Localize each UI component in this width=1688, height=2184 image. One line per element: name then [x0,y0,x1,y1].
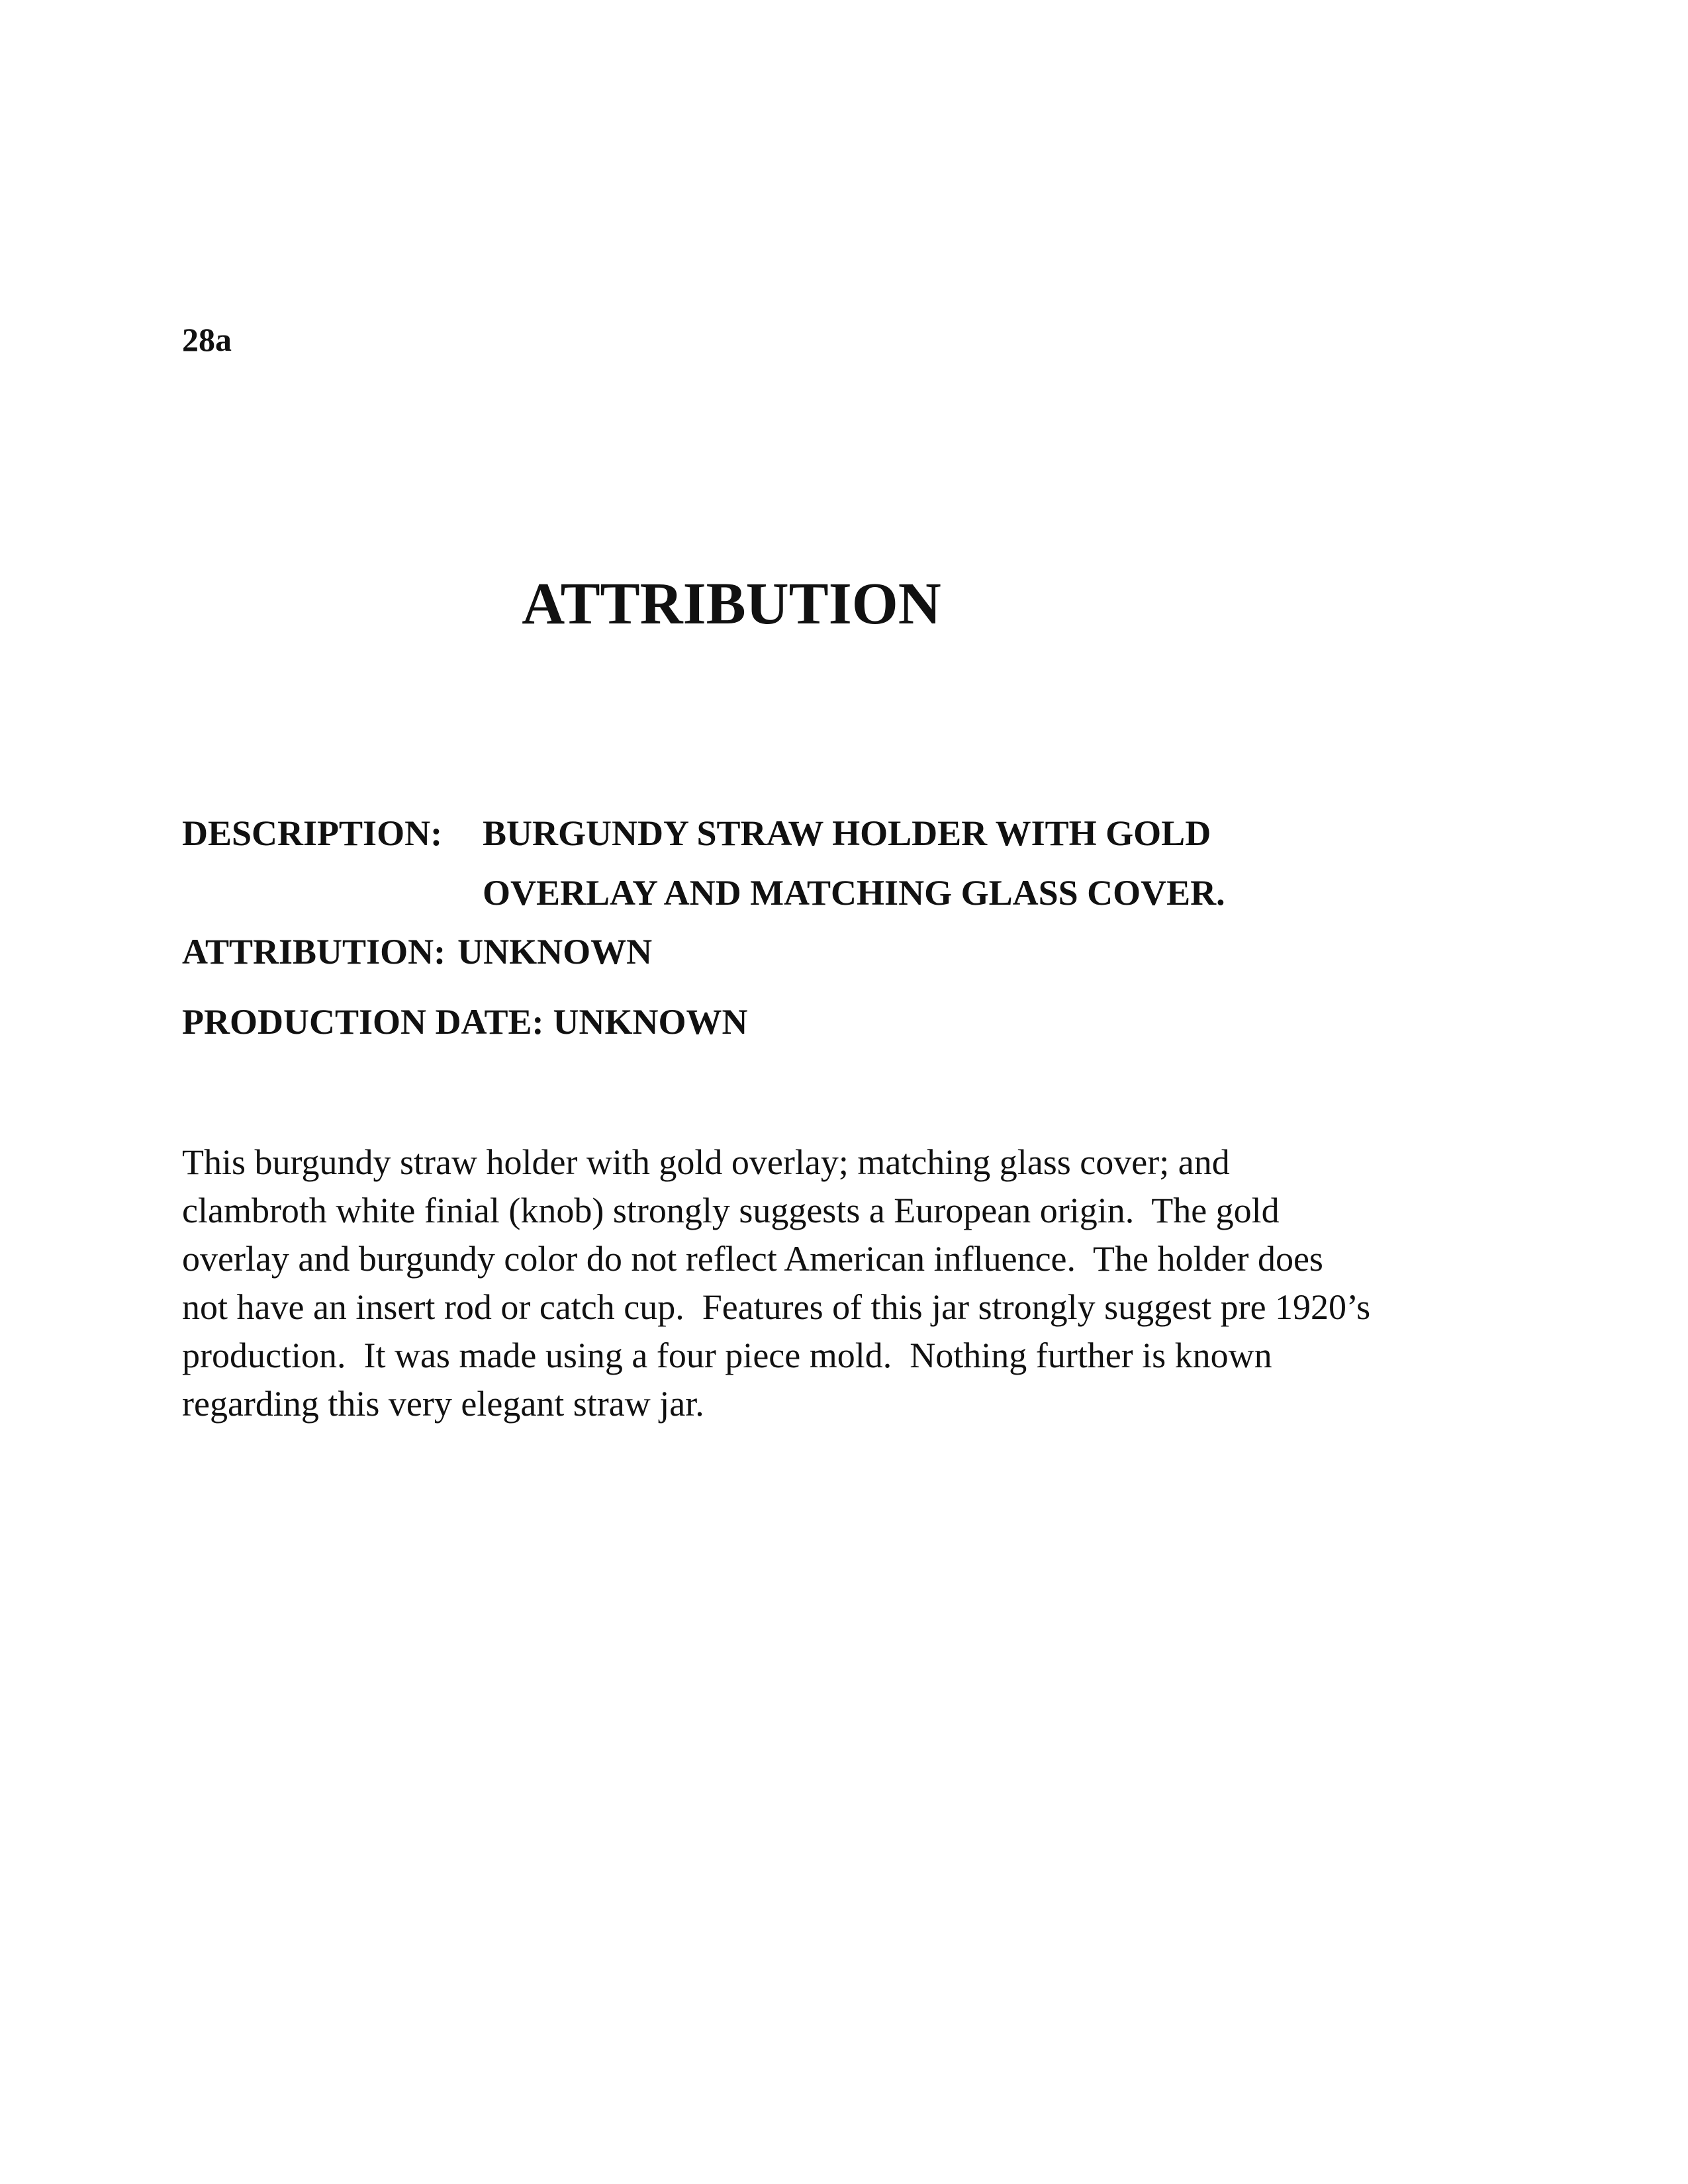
description-line-2: OVERLAY AND MATCHING GLASS COVER. [483,873,1225,913]
body-line: clambroth white finial (knob) strongly suggests a European origin. The gold [182,1191,1280,1230]
description-label: DESCRIPTION: [182,813,443,853]
body-line: regarding this very elegant straw jar. [182,1384,704,1424]
page-number: 28a [182,321,232,358]
attribution-label: ATTRIBUTION: [182,932,446,972]
page-title: ATTRIBUTION [522,571,941,637]
body-line: not have an insert rod or catch cup. Features of this jar strongly suggest pre 1920’s [182,1287,1371,1327]
body-paragraph [182,1138,1440,1428]
description-value [483,803,1225,923]
description-field [182,815,1225,923]
scan-speck [1350,69,1377,83]
production-date-value: UNKNOWN [553,1002,748,1042]
body-line: This burgundy straw holder with gold overlay; matching glass cover; and [182,1142,1230,1182]
attribution-field [182,934,652,970]
description-line-1: BURGUNDY STRAW HOLDER WITH GOLD [483,813,1211,853]
attribution-value: UNKNOWN [457,932,653,972]
body-line: production. It was made using a four piece mold. Nothing further is known [182,1336,1272,1375]
body-line: overlay and burgundy color do not reflect American influence. The holder does [182,1239,1323,1279]
production-date-field [182,1004,748,1040]
production-date-label: PRODUCTION DATE: [182,1002,544,1042]
